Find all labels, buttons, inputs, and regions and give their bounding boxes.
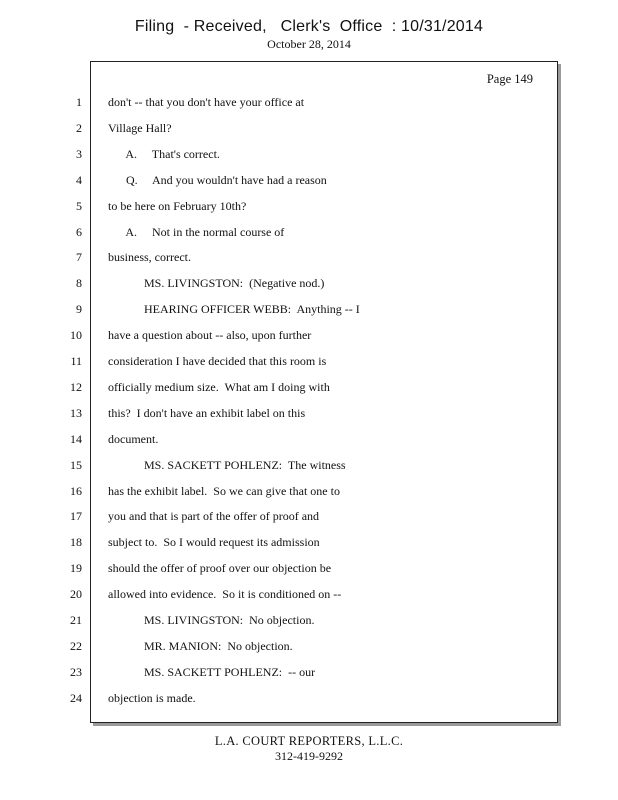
line-text: to be here on February 10th? [108,199,247,213]
line-text: officially medium size. What am I doing with [108,380,330,394]
line-number: 24 [70,691,82,705]
line-text: objection is made. [108,691,196,705]
line-text: MS. LIVINGSTON: (Negative nod.) [108,276,325,290]
line-text: Q. And you wouldn't have had a reason [108,173,327,187]
line-text: Village Hall? [108,121,172,135]
line-text: subject to. So I would request its admission [108,535,320,549]
transcript-date: October 28, 2014 [267,37,351,51]
line-number: 14 [70,432,82,446]
line-text: has the exhibit label. So we can give that one to [108,484,340,498]
line-text: have a question about -- also, upon further [108,328,312,342]
line-number: 16 [70,484,82,498]
line-number: 15 [70,458,82,472]
filing-stamp: Filing - Received, Clerk's Office : 10/31/2014 [134,18,484,35]
line-number: 1 [76,95,82,109]
line-number: 13 [70,406,82,420]
line-text: consideration I have decided that this room is [108,354,327,368]
line-text: A. Not in the normal course of [108,225,285,239]
line-text: should the offer of proof over our objection be [108,561,332,575]
line-text: MR. MANION: No objection. [108,639,293,653]
line-number: 23 [70,665,82,679]
reporter-company: L.A. COURT REPORTERS, L.L.C. [214,734,404,748]
line-number: 7 [76,250,82,264]
line-number: 3 [76,147,82,161]
line-number: 11 [70,354,82,368]
line-text: you and that is part of the offer of proof and [108,509,320,523]
line-number: 6 [76,225,82,239]
line-number: 8 [76,276,82,290]
page-number: Page 149 [486,72,533,86]
line-text: business, correct. [108,250,191,264]
line-number: 22 [70,639,82,653]
line-text: HEARING OFFICER WEBB: Anything -- I [108,302,360,316]
line-text: MS. SACKETT POHLENZ: The witness [108,458,346,472]
line-text: A. That's correct. [108,147,220,161]
line-number: 4 [76,173,82,187]
line-number: 2 [76,121,82,135]
line-text: MS. SACKETT POHLENZ: -- our [108,665,316,679]
line-text: allowed into evidence. So it is conditioned on -- [108,587,342,601]
line-text: document. [108,432,159,446]
line-number: 19 [70,561,82,575]
reporter-phone: 312-419-9292 [275,749,343,763]
line-number: 12 [70,380,82,394]
line-number: 20 [70,587,82,601]
line-number: 21 [70,613,82,627]
line-text: MS. LIVINGSTON: No objection. [108,613,315,627]
line-number: 10 [70,328,82,342]
line-number: 5 [76,199,82,213]
line-text: this? I don't have an exhibit label on this [108,406,306,420]
line-number: 17 [70,509,82,523]
line-number: 18 [70,535,82,549]
line-text: don't -- that you don't have your office at [108,95,305,109]
line-number: 9 [76,302,82,316]
